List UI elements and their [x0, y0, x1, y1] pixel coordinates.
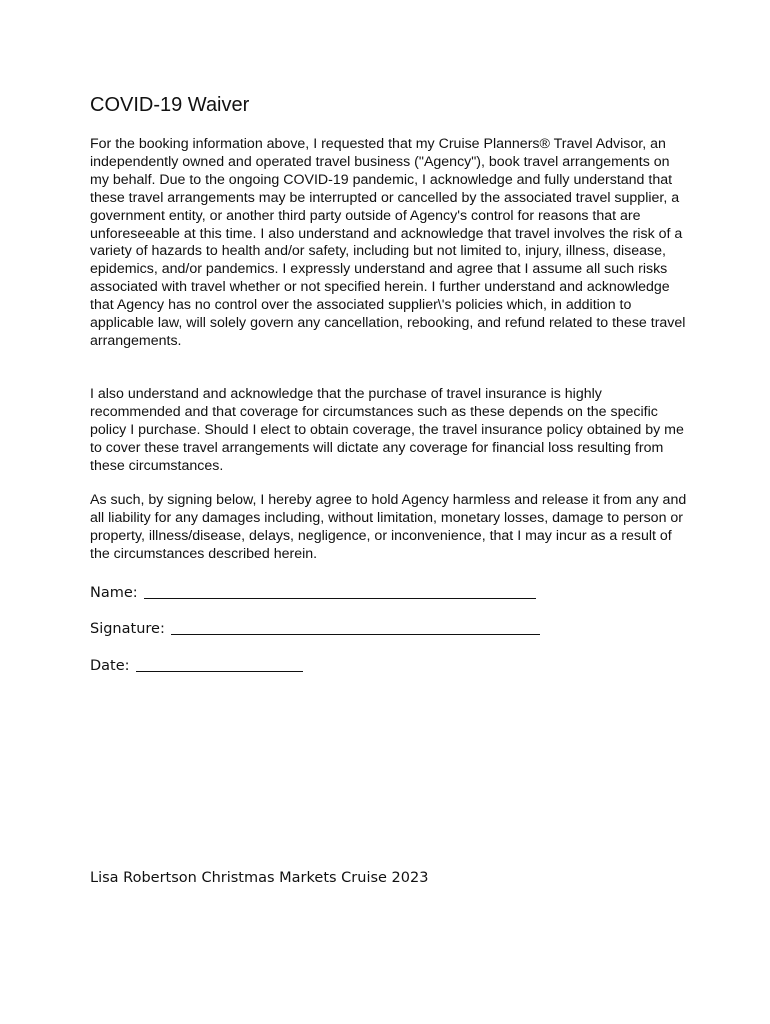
date-label: Date:: [90, 658, 130, 674]
paragraph-booking-acknowledgement: For the booking information above, I requested that my Cruise Planners® Travel Advisor, an independently owned and operated travel business ("Agency"), book travel arrangements on my behalf. Due to the ongoing COVID-19 pandemic, I acknowledge and fully understand that these travel arrangements may be interrupted or cancelled by the associated travel supplier, a government entity, or another third party outside of Agency's control for reasons that are unforeseeable at this time. I also understand and acknowledge that travel involves the risk of a variety of hazards to health and/or safety, including but not limited to, injury, illness, disease, epidemics, and/or pandemics. I expressly understand and agree that I assume all such risks associated with travel whether or not specified herein. I further understand and acknowledge that Agency has no control over the associated supplier\'s policies which, in addition to applicable law, will solely govern any cancellation, rebooking, and refund related to these travel arrangements.: [90, 136, 686, 349]
paragraph-release-of-liability: As such, by signing below, I hereby agree to hold Agency harmless and release it from any and all liability for any damages including, without limitation, monetary losses, damage to person or property, illness/disease, delays, negligence, or inconvenience, that I may incur as a result of the circumstances described herein.: [90, 492, 687, 562]
signature-field: [90, 616, 540, 638]
date-field: [90, 653, 303, 675]
signature-label: Signature:: [90, 621, 165, 637]
signature-blank-line[interactable]: [171, 634, 540, 635]
footer-trip-name: Lisa Robertson Christmas Markets Cruise 2023: [90, 870, 429, 886]
name-label: Name:: [90, 585, 138, 601]
date-blank-line[interactable]: [136, 671, 303, 672]
paragraph-travel-insurance: I also understand and acknowledge that the purchase of travel insurance is highly recommended and that coverage for circumstances such as these depends on the specific policy I purchase. Should I elect to obtain coverage, the travel insurance policy obtained by me to cover these travel arrangements will dictate any coverage for financial loss resulting from these circumstances.: [90, 386, 684, 474]
name-blank-line[interactable]: [144, 598, 536, 599]
document-title: COVID-19 Waiver: [90, 94, 250, 116]
name-field: [90, 580, 536, 602]
